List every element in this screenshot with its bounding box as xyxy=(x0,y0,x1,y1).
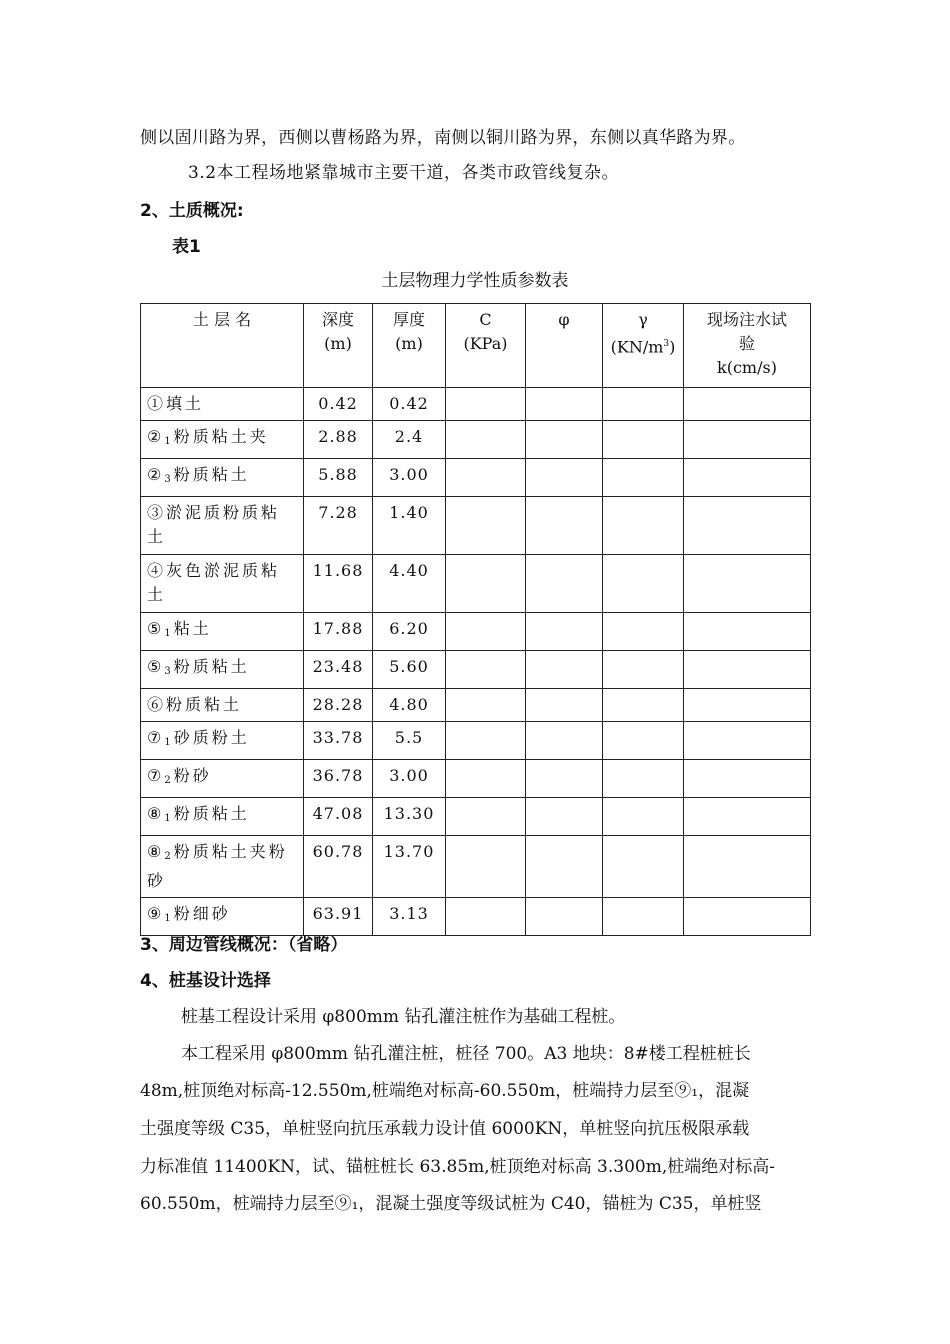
table-label: 表1 xyxy=(172,237,201,257)
cell-depth: 23.48 xyxy=(304,651,373,689)
soil-layer-mark: ⑤ xyxy=(147,619,165,638)
cell-depth: 60.78 xyxy=(304,836,373,898)
header-field-test-line1: 现场注水试 xyxy=(706,310,787,329)
header-thickness xyxy=(373,304,446,388)
soil-layer-name xyxy=(141,497,304,555)
soil-layer-subscript: 1 xyxy=(164,737,174,748)
table-row xyxy=(141,497,811,555)
header-gamma-unit-base: (KN/m xyxy=(610,337,664,357)
table-row xyxy=(141,898,811,936)
cell-gamma xyxy=(603,388,684,421)
cell-gamma xyxy=(603,497,684,555)
soil-layer-label: 粉质粘土 xyxy=(173,465,250,484)
cell-thickness: 1.40 xyxy=(373,497,446,555)
section-4-paragraph-2-line-2: 48m,桩顶绝对标高-12.550m,桩端绝对标高-60.550m，桩端持力层至⑨₁，混凝 xyxy=(140,1081,750,1101)
section-4-paragraph-2-line-5: 60.550m，桩端持力层至⑨₁，混凝土强度等级试桩为 C40，锚桩为 C35，单桩竖 xyxy=(140,1194,762,1214)
header-cohesion xyxy=(446,304,526,388)
header-cohesion-unit: (KPa) xyxy=(463,334,508,353)
cell-thickness: 2.4 xyxy=(373,421,446,459)
cell-gamma xyxy=(603,689,684,722)
cell-field-test xyxy=(684,421,811,459)
header-cohesion-label: C xyxy=(479,310,492,329)
cell-field-test xyxy=(684,613,811,651)
soil-layer-subscript: 1 xyxy=(164,913,174,924)
cell-phi xyxy=(526,555,603,613)
cell-field-test xyxy=(684,497,811,555)
cell-thickness: 13.70 xyxy=(373,836,446,898)
cell-depth: 63.91 xyxy=(304,898,373,936)
soil-layer-mark: ② xyxy=(147,465,165,484)
cell-gamma xyxy=(603,613,684,651)
table-row xyxy=(141,555,811,613)
header-field-test-line3: k(cm/s) xyxy=(717,358,777,377)
soil-layer-mark: ⑦ xyxy=(147,766,165,785)
cell-depth: 33.78 xyxy=(304,722,373,760)
header-field-test-line2: 验 xyxy=(738,334,755,353)
cell-field-test xyxy=(684,722,811,760)
cell-thickness: 4.40 xyxy=(373,555,446,613)
table-row xyxy=(141,421,811,459)
cell-field-test xyxy=(684,555,811,613)
soil-layer-subscript: 1 xyxy=(164,628,174,639)
soil-layer-label: 淤泥质粉质粘土 xyxy=(147,503,281,546)
table-row xyxy=(141,798,811,836)
soil-layer-name xyxy=(141,459,304,497)
cell-phi xyxy=(526,388,603,421)
soil-layer-name xyxy=(141,722,304,760)
soil-layer-subscript: 2 xyxy=(164,775,174,786)
header-gamma-unit-close: ) xyxy=(669,337,676,357)
header-soil-name-text: 土 层 名 xyxy=(192,310,252,329)
soil-layer-label: 粉质粘土 xyxy=(173,804,250,823)
cell-phi xyxy=(526,760,603,798)
soil-layer-name xyxy=(141,651,304,689)
section-4-heading: 4、桩基设计选择 xyxy=(140,971,271,991)
soil-layer-name xyxy=(141,760,304,798)
cell-phi xyxy=(526,651,603,689)
section-4-paragraph-2-line-4: 力标准值 11400KN，试、锚桩桩长 63.85m,桩顶绝对标高 3.300m,桩端绝对标高- xyxy=(140,1157,775,1177)
section-3-heading: 3、周边管线概况：（省略） xyxy=(140,935,348,955)
soil-layer-mark: ④ xyxy=(147,561,167,580)
soil-layer-subscript: 3 xyxy=(164,666,174,677)
section-4-paragraph-2-line-1: 本工程采用 φ800mm 钻孔灌注桩，桩径 700。A3 地块：8#楼工程桩桩长 xyxy=(181,1044,751,1064)
cell-thickness: 5.60 xyxy=(373,651,446,689)
table-row xyxy=(141,651,811,689)
cell-depth: 17.88 xyxy=(304,613,373,651)
header-gamma-unit-exp: 3 xyxy=(663,339,670,349)
soil-layer-mark: ⑨ xyxy=(147,904,165,923)
cell-phi xyxy=(526,898,603,936)
cell-thickness: 6.20 xyxy=(373,613,446,651)
cell-phi xyxy=(526,613,603,651)
soil-table-body xyxy=(141,388,811,936)
cell-depth: 5.88 xyxy=(304,459,373,497)
soil-layer-label: 粉质粘土 xyxy=(166,695,243,714)
soil-layer-label: 粉砂 xyxy=(173,766,212,785)
soil-layer-mark: ⑤ xyxy=(147,657,165,676)
soil-layer-label: 灰色淤泥质粘土 xyxy=(147,561,281,604)
cell-field-test xyxy=(684,651,811,689)
table-row xyxy=(141,689,811,722)
soil-layer-mark: ⑧ xyxy=(147,842,165,861)
intro-line-2: 3.2本工程场地紧靠城市主要干道，各类市政管线复杂。 xyxy=(188,163,620,183)
cell-cohesion xyxy=(446,798,526,836)
cell-phi xyxy=(526,459,603,497)
section-4-paragraph-1: 桩基工程设计采用 φ800mm 钻孔灌注桩作为基础工程桩。 xyxy=(181,1007,626,1027)
cell-gamma xyxy=(603,836,684,898)
cell-gamma xyxy=(603,421,684,459)
cell-phi xyxy=(526,836,603,898)
cell-gamma xyxy=(603,459,684,497)
cell-phi xyxy=(526,798,603,836)
soil-layer-name xyxy=(141,689,304,722)
soil-layer-name xyxy=(141,421,304,459)
cell-cohesion xyxy=(446,497,526,555)
table-row xyxy=(141,388,811,421)
cell-thickness: 3.00 xyxy=(373,760,446,798)
cell-thickness: 4.80 xyxy=(373,689,446,722)
cell-field-test xyxy=(684,459,811,497)
table-row xyxy=(141,760,811,798)
soil-layer-subscript: 2 xyxy=(164,851,174,862)
soil-layer-name xyxy=(141,798,304,836)
cell-phi xyxy=(526,689,603,722)
header-gamma xyxy=(603,304,684,388)
cell-cohesion xyxy=(446,651,526,689)
header-gamma-unit xyxy=(609,332,677,359)
table-row xyxy=(141,836,811,898)
header-gamma-label: γ xyxy=(638,310,648,329)
soil-layer-name xyxy=(141,613,304,651)
soil-layer-label: 砂质粉土 xyxy=(173,728,250,747)
table-header-row xyxy=(141,304,811,388)
soil-layer-label: 填土 xyxy=(166,394,205,413)
cell-depth: 36.78 xyxy=(304,760,373,798)
cell-depth: 2.88 xyxy=(304,421,373,459)
cell-cohesion xyxy=(446,555,526,613)
cell-gamma xyxy=(603,651,684,689)
header-field-test xyxy=(684,304,811,388)
table-row xyxy=(141,613,811,651)
header-soil-name xyxy=(141,304,304,388)
table-row xyxy=(141,459,811,497)
soil-layer-mark: ⑥ xyxy=(147,695,167,714)
cell-gamma xyxy=(603,898,684,936)
soil-layer-label: 粉质粘土夹 xyxy=(173,427,269,446)
header-depth-label: 深度 xyxy=(321,310,354,329)
soil-layer-name xyxy=(141,836,304,898)
header-phi-label: φ xyxy=(558,310,570,329)
cell-depth: 7.28 xyxy=(304,497,373,555)
soil-layer-name xyxy=(141,555,304,613)
table-row xyxy=(141,722,811,760)
header-depth xyxy=(304,304,373,388)
cell-field-test xyxy=(684,388,811,421)
cell-gamma xyxy=(603,722,684,760)
header-phi xyxy=(526,304,603,388)
cell-phi xyxy=(526,722,603,760)
cell-cohesion xyxy=(446,836,526,898)
cell-depth: 0.42 xyxy=(304,388,373,421)
soil-layer-subscript: 3 xyxy=(164,474,174,485)
cell-phi xyxy=(526,497,603,555)
cell-gamma xyxy=(603,798,684,836)
soil-layer-subscript: 1 xyxy=(164,436,174,447)
cell-thickness: 0.42 xyxy=(373,388,446,421)
section-2-heading: 2、土质概况: xyxy=(140,201,244,221)
cell-thickness: 13.30 xyxy=(373,798,446,836)
cell-cohesion xyxy=(446,421,526,459)
section-4-paragraph-2-line-3: 土强度等级 C35，单桩竖向抗压承载力设计值 6000KN，单桩竖向抗压极限承载 xyxy=(140,1119,750,1139)
cell-depth: 11.68 xyxy=(304,555,373,613)
soil-layer-mark: ② xyxy=(147,427,165,446)
cell-cohesion xyxy=(446,613,526,651)
cell-field-test xyxy=(684,760,811,798)
cell-field-test xyxy=(684,689,811,722)
cell-field-test xyxy=(684,898,811,936)
cell-thickness: 3.00 xyxy=(373,459,446,497)
cell-gamma xyxy=(603,760,684,798)
cell-depth: 28.28 xyxy=(304,689,373,722)
soil-layer-mark: ⑦ xyxy=(147,728,165,747)
cell-cohesion xyxy=(446,689,526,722)
soil-layer-mark: ⑧ xyxy=(147,804,165,823)
soil-layer-name xyxy=(141,388,304,421)
header-depth-unit: (m) xyxy=(324,334,352,353)
table-caption: 土层物理力学性质参数表 xyxy=(381,271,569,291)
header-thickness-unit: (m) xyxy=(395,334,423,353)
intro-line-1: 侧以固川路为界，西侧以曹杨路为界，南侧以铜川路为界，东侧以真华路为界。 xyxy=(140,128,746,148)
soil-layer-label: 粉质粘土 xyxy=(173,657,250,676)
soil-layer-subscript: 1 xyxy=(164,813,174,824)
cell-cohesion xyxy=(446,388,526,421)
soil-layer-mark: ① xyxy=(147,394,167,413)
cell-cohesion xyxy=(446,760,526,798)
soil-layer-label: 粉质粘土夹粉砂 xyxy=(147,842,288,890)
cell-cohesion xyxy=(446,722,526,760)
header-thickness-label: 厚度 xyxy=(392,310,425,329)
soil-layer-name xyxy=(141,898,304,936)
soil-layer-label: 粘土 xyxy=(173,619,212,638)
soil-parameter-table xyxy=(140,303,811,936)
cell-gamma xyxy=(603,555,684,613)
cell-field-test xyxy=(684,798,811,836)
cell-cohesion xyxy=(446,459,526,497)
cell-field-test xyxy=(684,836,811,898)
cell-cohesion xyxy=(446,898,526,936)
cell-thickness: 5.5 xyxy=(373,722,446,760)
soil-layer-label: 粉细砂 xyxy=(173,904,231,923)
cell-thickness: 3.13 xyxy=(373,898,446,936)
cell-phi xyxy=(526,421,603,459)
cell-depth: 47.08 xyxy=(304,798,373,836)
soil-layer-mark: ③ xyxy=(147,503,167,522)
